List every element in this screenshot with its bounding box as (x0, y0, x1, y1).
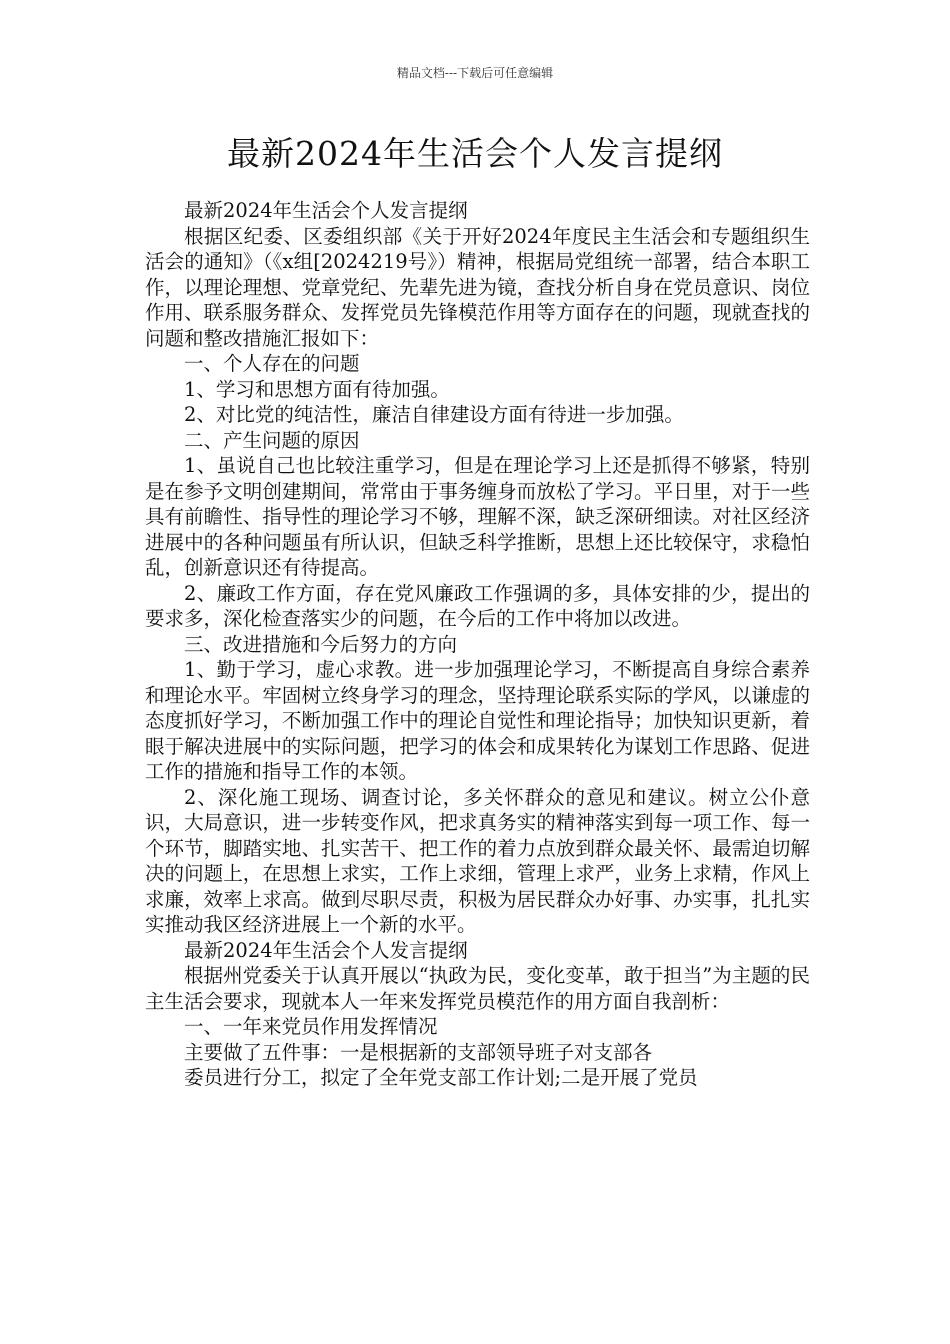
paragraph: 最新2024年生活会个人发言提纲 (184, 938, 468, 962)
paragraph: 2、廉政工作方面，存在党风廉政工作强调的多，具体安排的少，提出的要求多，深化检查落实少的问题，在今后的工作中将加以改进。 (145, 581, 810, 630)
section-heading: 二、产生问题的原因 (184, 428, 360, 452)
paragraph: 主要做了五件事：一是根据新的支部领导班子对支部各 (184, 1040, 653, 1064)
document-title: 最新2024年生活会个人发言提纲 (227, 134, 723, 173)
paragraph: 根据州党委关于认真开展以“执政为民，变化变革，敢于担当”为主题的民主生活会要求，现就本人一年来发挥党员模范作的用方面自我剖析： (145, 964, 810, 1013)
section-heading: 三、改进措施和今后努力的方向 (184, 632, 458, 656)
paragraph: 2、对比党的纯洁性，廉洁自律建设方面有待进一步加强。 (184, 403, 684, 426)
paragraph: 委员进行分工，拟定了全年党支部工作计划;二是开展了党员 (184, 1066, 698, 1089)
paragraph: 1、虽说自己也比较注重学习，但是在理论学习上还是抓得不够紧，特别是在参予文明创建期间，常常由于事务缠身而放松了学习。平日里，对于一些具有前瞻性、指导性的理论学习不够，理解不深，缺乏深研细读。对社区经济进展中的各种问题虽有所认识，但缺乏科学推断，思想上还比较保守，求稳怕乱，创新意识还有待提高。 (145, 454, 810, 579)
paragraph: 1、勤于学习，虚心求教。进一步加强理论学习，不断提高自身综合素养和理论水平。牢固树立终身学习的理念，坚持理论联系实际的学风，以谦虚的态度抓好学习，不断加强工作中的理论自觉性和理论指导；加快知识更新，着眼于解决进展中的实际问题，把学习的体会和成果转化为谋划工作思路、促进工作的措施和指导工作的本领。 (145, 658, 810, 783)
paragraph: 2、深化施工现场、调查讨论，多关怀群众的意见和建议。树立公仆意识，大局意识，进一步转变作风，把求真务实的精神落实到每一项工作、每一个环节，脚踏实地、扎实苦干、把工作的着力点放到群众最关怀、最需迫切解决的问题上，在思想上求实，工作上求细，管理上求严，业务上求精，作风上求廉，效率上求高。做到尽职尽责，积极为居民群众办好事、办实事，扎扎实实推动我区经济进展上一个新的水平。 (145, 785, 810, 936)
paragraph: 根据区纪委、区委组织部《关于开好2024年度民主生活会和专题组织生活会的通知》（《x组[2024219号》）精神，根据局党组统一部署，结合本职工作，以理论理想、党章党纪、先辈先进为镜，查找分析自身在党员意识、岗位作用、联系服务群众、发挥党员先锋模范作用等方面存在的问题，现就查找的问题和整改措施汇报如下： (145, 224, 810, 350)
paragraph: 1、学习和思想方面有待加强。 (184, 377, 450, 401)
document-body (145, 198, 810, 1091)
section-heading: 一、一年来党员作用发挥情况 (184, 1015, 438, 1038)
paragraph: 最新2024年生活会个人发言提纲 (184, 199, 468, 222)
header-note: 精品文档---下载后可任意编辑 (396, 66, 554, 80)
section-heading: 一、个人存在的问题 (184, 352, 360, 375)
